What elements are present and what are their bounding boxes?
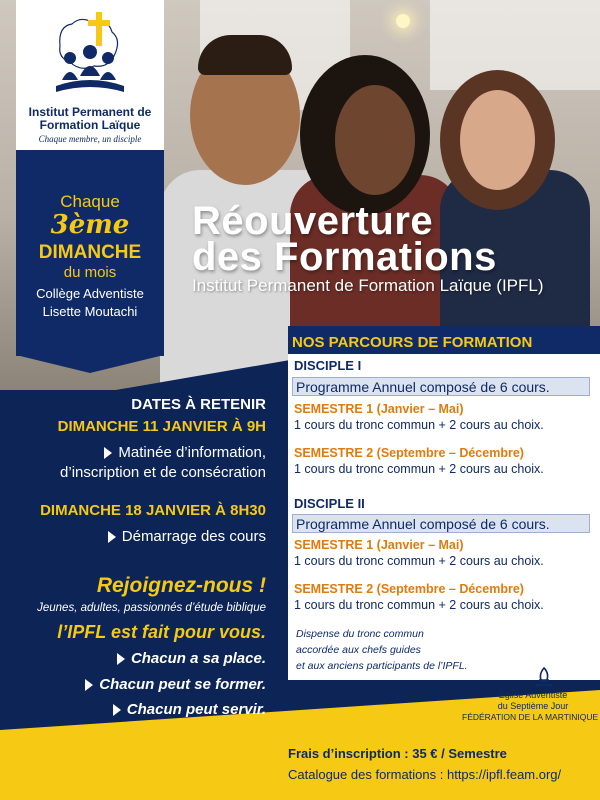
join-heading: Rejoignez-nous ! [96,574,266,597]
church-line2: du Septième Jour [497,701,569,711]
bullet-arrow-icon [108,531,116,543]
logo-motto: Chaque membre, un disciple [38,134,142,144]
date2-title: DIMANCHE 18 JANVIER À 8H30 [40,502,266,519]
person-woman2-head [460,90,535,190]
join-line1: Jeunes, adultes, passionnés d’étude biblique [37,602,266,614]
sidebar-place2: Lisette Moutachi [42,304,138,319]
disciple2-sem1-title: SEMESTRE 1 (Janvier – Mai) [294,538,464,552]
fees-text: Frais d’inscription : 35 € / Semestre [288,746,507,761]
disciple2-sem1-desc: 1 cours du tronc commun + 2 cours au choix. [294,554,544,568]
sidebar-line1: Chaque [60,192,120,211]
disciple1-sem2-title: SEMESTRE 2 (Septembre – Décembre) [294,446,524,460]
dates-heading: DATES À RETENIR [131,396,266,413]
disciple1-sem2-desc: 1 cours du tronc commun + 2 cours au choix. [294,462,544,476]
sidebar-day: DIMANCHE [38,242,142,263]
schedule-sidebar [16,150,164,356]
hero-title-line2: des Formations [192,235,497,279]
disciple1-program: Programme Annuel composé de 6 cours. [292,377,590,396]
sidebar-line4: du mois [63,264,117,281]
adventist-flame-icon [532,666,556,688]
disciple2-program: Programme Annuel composé de 6 cours. [292,514,590,533]
join-bullet1: Chacun a sa place. [0,650,266,667]
bullet-arrow-icon [117,653,125,665]
bullet-arrow-icon [113,704,121,716]
person-woman-head [335,85,415,195]
disciple2-title: DISCIPLE II [294,496,365,511]
hero-subtitle: Institut Permanent de Formation Laïque (IPFL) [192,276,544,295]
join-line2: l’IPFL est fait pour vous. [57,622,266,642]
date1-title: DIMANCHE 11 JANVIER À 9H [57,418,266,435]
join-bullet2: Chacun peut se former. [0,676,266,693]
person-man-hair [198,35,292,75]
date2-desc: Démarrage des cours [0,528,266,545]
date1-desc-line1: Matinée d’information, [0,444,266,461]
hero-title-line1: Réouverture [192,199,434,243]
ipfl-logo-icon [50,6,130,98]
disciple2-sem2-desc: 1 cours du tronc commun + 2 cours au choix. [294,598,544,612]
disciple1-sem1-title: SEMESTRE 1 (Janvier – Mai) [294,402,464,416]
sidebar-notch [16,355,164,373]
catalog-link[interactable]: Catalogue des formations : https://ipfl.feam.org/ [288,767,562,782]
church-line3: FÉDÉRATION DE LA MARTINIQUE [462,712,598,722]
church-line1: Église Adventiste [498,690,568,700]
courses-heading: NOS PARCOURS DE FORMATION [292,334,533,351]
ceiling-light [396,14,410,28]
note-line3: et aux anciens participants de l’IPFL. [296,660,468,672]
join-bullet3: Chacun peut servir. [0,701,266,718]
disciple1-sem1-desc: 1 cours du tronc commun + 2 cours au choix. [294,418,544,432]
logo-title-line1: Institut Permanent de [28,105,152,119]
sidebar-ordinal: 3ème [50,210,130,240]
date1-desc-line2: d’inscription et de consécration [60,464,266,481]
bullet-arrow-icon [85,679,93,691]
logo-title-line2: Formation Laïque [39,118,141,132]
logo-card [16,0,164,150]
note-line1: Dispense du tronc commun [296,628,424,640]
bullet-arrow-icon [104,447,112,459]
disciple2-sem2-title: SEMESTRE 2 (Septembre – Décembre) [294,582,524,596]
disciple1-title: DISCIPLE I [294,358,362,373]
sidebar-place1: Collège Adventiste [36,286,144,301]
note-line2: accordée aux chefs guides [296,644,421,656]
